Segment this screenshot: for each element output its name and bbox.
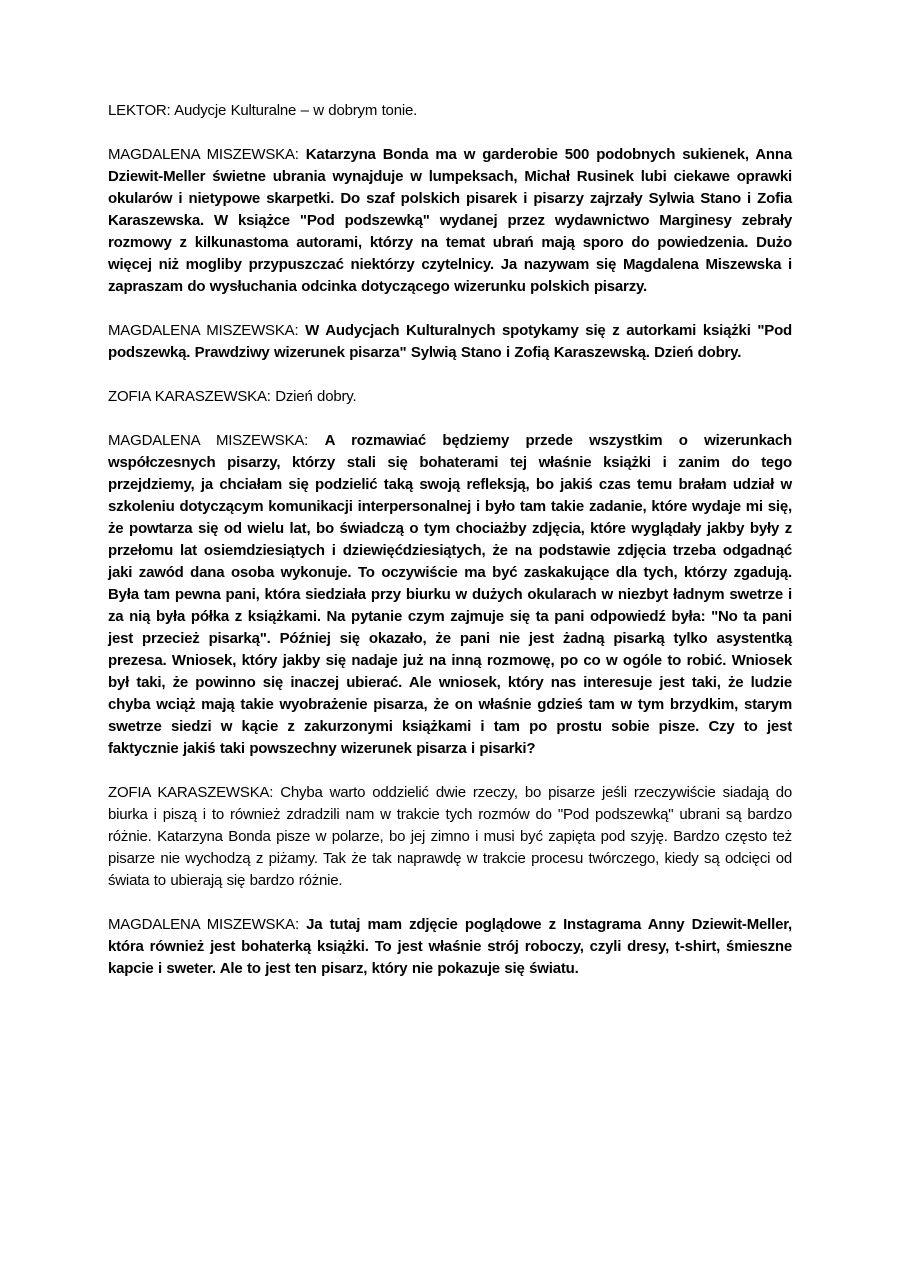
speech-text: W Audycjach Kulturalnych spotykamy się z autorkami książki "Pod podszewką. Prawdziwy wizerunek pisarza" Sylwią Stano i Zofią Karaszewską. Dzień dobry. [108,322,793,361]
speech-text: Chyba warto oddzielić dwie rzeczy, bo pisarze jeśli rzeczywiście siadają do biurka i piszą i to również zdradzili nam w trakcie tych rozmów do "Pod podszewką" ubrani są bardzo różnie. Katarzyna Bonda pisze w polarze, bo jej zimno i musi być zapięta pod szyję. Bardzo często też pisarze nie wychodzą z piżamy. Tak że tak naprawdę w trakcie procesu twórczego, kiedy są odcięci od świata to ubierają się bardzo różnie. [108,784,792,889]
speaker-label: ZOFIA KARASZEWSKA: [108,784,274,801]
transcript-paragraph [108,100,792,122]
speech-text: Dzień dobry. [275,388,357,405]
transcript-paragraph [108,914,792,980]
speech-text: Katarzyna Bonda ma w garderobie 500 podobnych sukienek, Anna Dziewit-Meller świetne ubrania wynajduje w lumpeksach, Michał Rusinek lubi ciekawe oprawki okularów i nietypowe skarpetki. Do szaf polskich pisarek i pisarzy zajrzały Sylwia Stano i Zofia Karaszewska. W książce "Pod podszewką" wydanej przez wydawnictwo Marginesy zebrały rozmowy z kilkunastoma autorami, którzy na temat ubrań mają sporo do powiedzenia. Dużo więcej niż mogliby przypuszczać niektórzy czytelnicy. Ja nazywam się Magdalena Miszewska i zapraszam do wysłuchania odcinka dotyczącego wizerunku polskich pisarzy. [108,146,792,295]
transcript-paragraph [108,144,792,298]
transcript-paragraph [108,386,792,408]
speaker-label: MAGDALENA MISZEWSKA: [108,432,309,449]
speaker-label: MAGDALENA MISZEWSKA: [108,322,299,339]
speaker-label: MAGDALENA MISZEWSKA: [108,146,299,163]
speaker-label: LEKTOR: [108,102,171,119]
transcript-paragraph [108,320,792,364]
speech-text: Audycje Kulturalne – w dobrym tonie. [174,102,418,119]
speaker-label: MAGDALENA MISZEWSKA: [108,916,299,933]
speech-text: A rozmawiać będziemy przede wszystkim o wizerunkach współczesnych pisarzy, którzy stali się bohaterami tej właśnie książki i zanim do tego przejdziemy, ja chciałam się podzielić taką swoją refleksją, bo jakiś czas temu brałam udział w szkoleniu dotyczącym komunikacji interpersonalnej i było tam takie zadanie, które wydaje mi się, że powtarza się od wielu lat, bo świadczą o tym chociażby zdjęcia, które wyglądały jakby były z przełomu lat osiemdziesiątych i dziewięćdziesiątych, że na podstawie zdjęcia trzeba odgadnąć jaki zawód dana osoba wykonuje. To oczywiście ma być zaskakujące dla tych, którzy zgadują. Była tam pewna pani, która siedziała przy biurku w dużych okularach w niezbyt ładnym swetrze i za nią była półka z książkami. Na pytanie czym zajmuje się ta pani odpowiedź była: "No ta pani jest przecież pisarką". Później się okazało, że pani nie jest żadną pisarką tylko asystentką prezesa. Wniosek, który jakby się nadaje już na inną rozmowę, po co w ogóle to robić. Wniosek był taki, że powinno się inaczej ubierać. Ale wniosek, który nas interesuje jest taki, że ludzie chyba wciąż mają takie wyobrażenie pisarza, że on właśnie gdzieś tam w tym brzydkim, starym swetrze siedzi w kącie z zakurzonymi książkami i tam po prostu sobie pisze. Czy to jest faktycznie jakiś taki powszechny wizerunek pisarza i pisarki? [108,432,792,757]
speech-text: Ja tutaj mam zdjęcie poglądowe z Instagrama Anny Dziewit-Meller, która również jest bohaterką książki. To jest właśnie strój roboczy, czyli dresy, t-shirt, śmieszne kapcie i sweter. Ale to jest ten pisarz, który nie pokazuje się światu. [108,916,792,977]
speaker-label: ZOFIA KARASZEWSKA: [108,388,271,405]
transcript-paragraph [108,430,792,760]
transcript-paragraph [108,782,792,892]
transcript [108,100,792,980]
